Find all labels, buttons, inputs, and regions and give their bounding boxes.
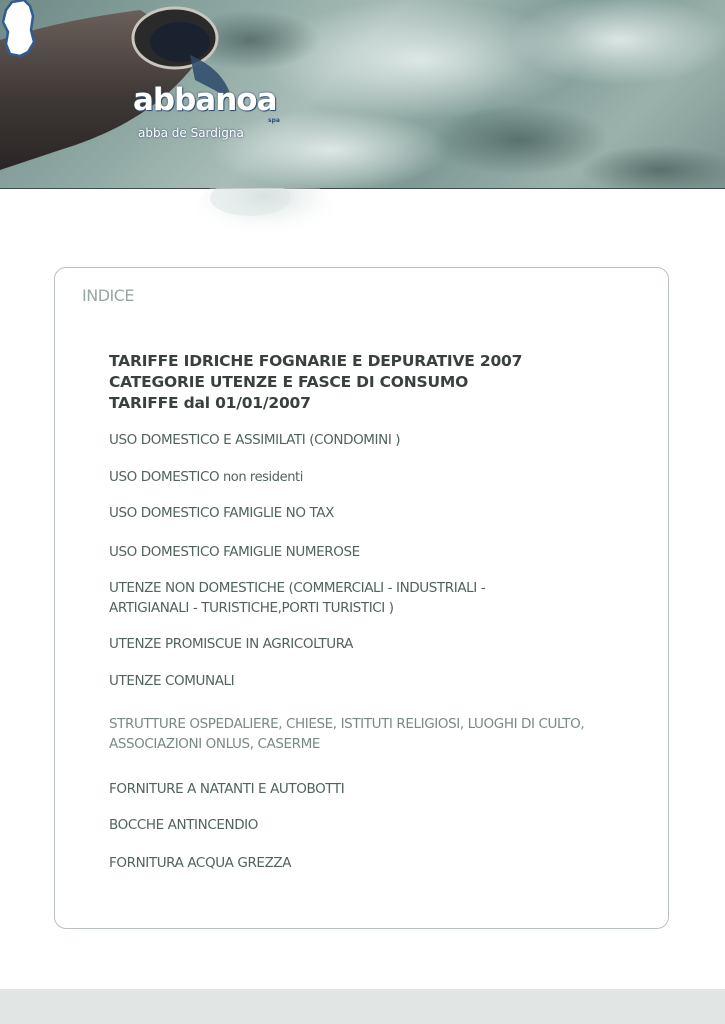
heading-line: TARIFFE IDRICHE FOGNARIE E DEPURATIVE 2007 <box>109 352 523 370</box>
water-background <box>0 0 725 188</box>
heading-line: TARIFFE dal 01/01/2007 <box>109 394 311 412</box>
water-splash-graphic <box>0 188 725 268</box>
index-entry-strutture-ospedaliere[interactable]: STRUTTURE OSPEDALIERE, CHIESE, ISTITUTI RELIGIOSI, LUOGHI DI CULTO, ASSOCIAZIONI ONLUS, CASERME <box>109 716 585 752</box>
index-entry-famiglie-no-tax[interactable]: USO DOMESTICO FAMIGLIE NO TAX <box>109 505 334 521</box>
index-entry-utenze-non-domestiche[interactable]: UTENZE NON DOMESTICHE (COMMERCIALI - INDUSTRIALI - ARTIGIANALI - TURISTICHE,PORTI TURISTICI ) <box>109 580 486 616</box>
index-entry-bocche-antincendio[interactable]: BOCCHE ANTINCENDIO <box>109 817 258 833</box>
heading-line: CATEGORIE UTENZE E FASCE DI CONSUMO <box>109 373 469 391</box>
index-entry-forniture-natanti[interactable]: FORNITURE A NATANTI E AUTOBOTTI <box>109 781 345 797</box>
header-banner <box>0 0 725 189</box>
sardinia-logo-icon <box>0 0 36 58</box>
index-entry-uso-domestico-non-residenti[interactable]: USO DOMESTICO non residenti <box>109 469 303 485</box>
index-heading <box>109 351 522 414</box>
index-entry-utenze-promiscue[interactable]: UTENZE PROMISCUE IN AGRICOLTURA <box>109 636 354 652</box>
index-entry-famiglie-numerose[interactable]: USO DOMESTICO FAMIGLIE NUMEROSE <box>109 544 360 560</box>
index-entry-utenze-comunali[interactable]: UTENZE COMUNALI <box>109 673 235 689</box>
logo-tagline: abba de Sardigna <box>138 126 244 140</box>
index-entry-uso-domestico-assimilati[interactable]: USO DOMESTICO E ASSIMILATI (CONDOMINI ) <box>109 432 401 448</box>
logo-name: abbanoa <box>133 82 277 118</box>
footer-bar <box>0 989 725 1024</box>
index-title: INDICE <box>82 286 135 305</box>
index-entry-acqua-grezza[interactable]: FORNITURA ACQUA GREZZA <box>109 855 292 871</box>
logo-suffix: spa <box>268 117 280 124</box>
